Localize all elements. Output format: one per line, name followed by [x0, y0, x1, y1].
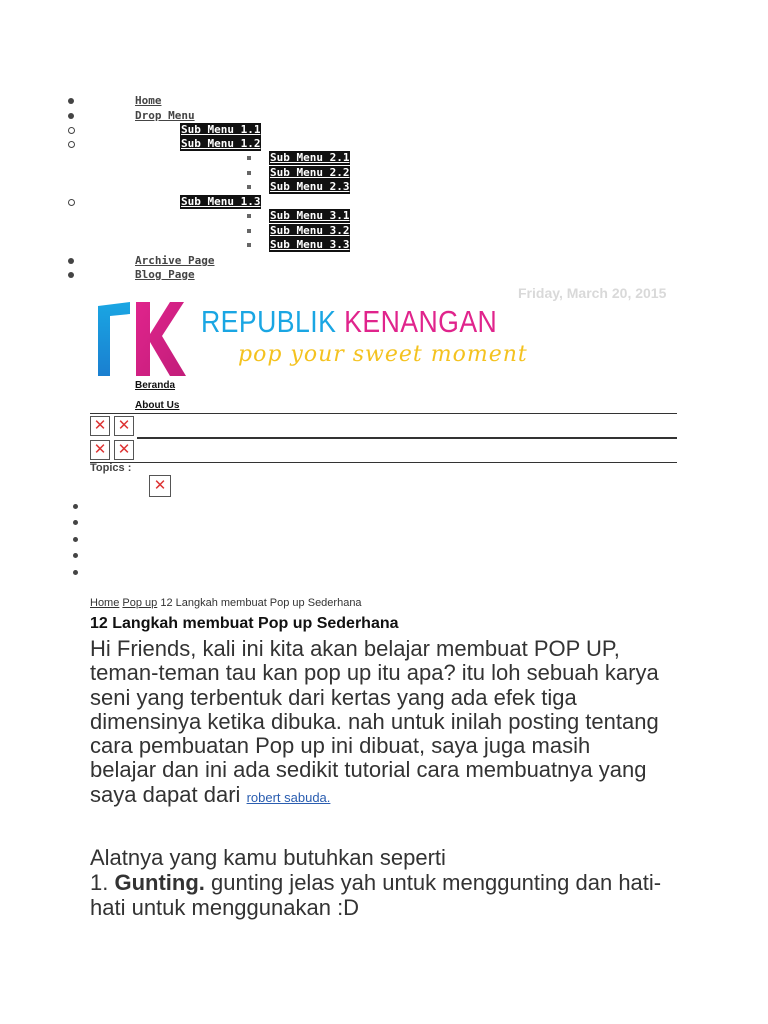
nav-link-sub-menu-1-2[interactable]: Sub Menu 1.2: [181, 137, 261, 150]
bullet-icon: [68, 272, 74, 278]
post-text-line: teman-teman tau kan pop up itu apa? itu loh sebuah karya: [90, 660, 659, 686]
post-text-line: Hi Friends, kali ini kita akan belajar membuat POP UP,: [90, 636, 620, 661]
broken-image-icon[interactable]: ✕: [149, 475, 171, 497]
nav-link-sub-menu-1-1[interactable]: Sub Menu 1.1: [181, 123, 261, 136]
bullet-icon: [68, 113, 74, 119]
nav-link-sub-menu-2-2[interactable]: Sub Menu 2.2: [270, 166, 350, 179]
post-text-line: cara pembuatan Pop up ini dibuat, saya juga masih: [90, 733, 591, 759]
nav-link-sub-menu-2-3[interactable]: Sub Menu 2.3: [270, 180, 350, 193]
item-title: Gunting.: [114, 870, 205, 895]
broken-image-icon[interactable]: ✕: [90, 440, 110, 460]
post-text: saya dapat dari: [90, 781, 241, 807]
post-text-line: seni yang terbentuk dari kertas yang ada efek tiga: [90, 684, 577, 710]
bullet-icon: [68, 258, 74, 264]
divider: [90, 462, 677, 463]
logo-title: [201, 304, 497, 340]
nav-link-beranda[interactable]: Beranda: [135, 380, 176, 391]
divider: [137, 437, 677, 439]
bullet-icon: [73, 553, 78, 558]
post-title: 12 Langkah membuat Pop up Sederhana: [90, 615, 399, 632]
logo-tagline: pop your sweet moment: [238, 342, 528, 367]
bullet-icon: [247, 156, 251, 160]
bullet-icon: [247, 214, 251, 218]
breadcrumb-category[interactable]: Pop up: [122, 597, 158, 609]
nav-link-sub-menu-1-3[interactable]: Sub Menu 1.3: [181, 195, 261, 208]
nav-link-blog-page[interactable]: Blog Page: [135, 268, 195, 281]
logo-word-kenangan: KENANGAN: [344, 304, 498, 339]
nav-link-about-us[interactable]: About Us: [135, 400, 180, 411]
divider: [90, 413, 677, 414]
bullet-icon: [247, 171, 251, 175]
bullet-icon: [68, 141, 75, 148]
source-link[interactable]: robert sabuda.: [246, 789, 331, 805]
nav-link-sub-menu-3-1[interactable]: Sub Menu 3.1: [270, 209, 350, 222]
nav-link-sub-menu-2-1[interactable]: Sub Menu 2.1: [270, 151, 350, 164]
site-logo[interactable]: [96, 298, 536, 378]
bullet-icon: [73, 520, 78, 525]
breadcrumb: [90, 597, 362, 609]
broken-image-icon[interactable]: ✕: [114, 440, 134, 460]
post-body: [90, 637, 690, 807]
header-date: Friday, March 20, 2015: [518, 285, 667, 301]
post-text-line: belajar dan ini ada sedikit tutorial cara membuatnya yang: [90, 757, 647, 783]
broken-image-icon[interactable]: ✕: [114, 416, 134, 436]
post-text-line: Alatnya yang kamu butuhkan seperti: [90, 845, 446, 870]
logo-word-republik: REPUBLIK: [201, 304, 337, 339]
bullet-icon: [68, 199, 75, 206]
topics-label: Topics :: [90, 462, 132, 474]
bullet-icon: [247, 229, 251, 233]
nav-link-sub-menu-3-3[interactable]: Sub Menu 3.3: [270, 238, 350, 251]
nav-link-drop-menu[interactable]: Drop Menu: [135, 109, 195, 122]
bullet-icon: [73, 537, 78, 542]
bullet-icon: [247, 185, 251, 189]
item-text: gunting jelas yah untuk menggunting dan hati-: [204, 870, 662, 895]
breadcrumb-home[interactable]: Home: [90, 597, 120, 609]
post-text-line: [90, 783, 690, 807]
nav-link-sub-menu-3-2[interactable]: Sub Menu 3.2: [270, 224, 350, 237]
item-number: 1.: [90, 870, 109, 895]
breadcrumb-current: 12 Langkah membuat Pop up Sederhana: [160, 597, 362, 609]
list-item: [90, 870, 690, 895]
bullet-icon: [247, 243, 251, 247]
post-text-line: hati untuk menggunakan :D: [90, 895, 360, 920]
nav-link-home[interactable]: Home: [135, 94, 162, 107]
nav-link-archive-page[interactable]: Archive Page: [135, 254, 215, 267]
post-text-line: dimensinya ketika dibuka. nah untuk inilah posting tentang: [90, 708, 659, 734]
broken-image-icon[interactable]: ✕: [90, 416, 110, 436]
bullet-icon: [73, 504, 78, 509]
bullet-icon: [73, 570, 78, 575]
post-body-tools: [90, 845, 690, 920]
bullet-icon: [68, 98, 74, 104]
bullet-icon: [68, 127, 75, 134]
logo-mark-icon: [96, 300, 188, 378]
